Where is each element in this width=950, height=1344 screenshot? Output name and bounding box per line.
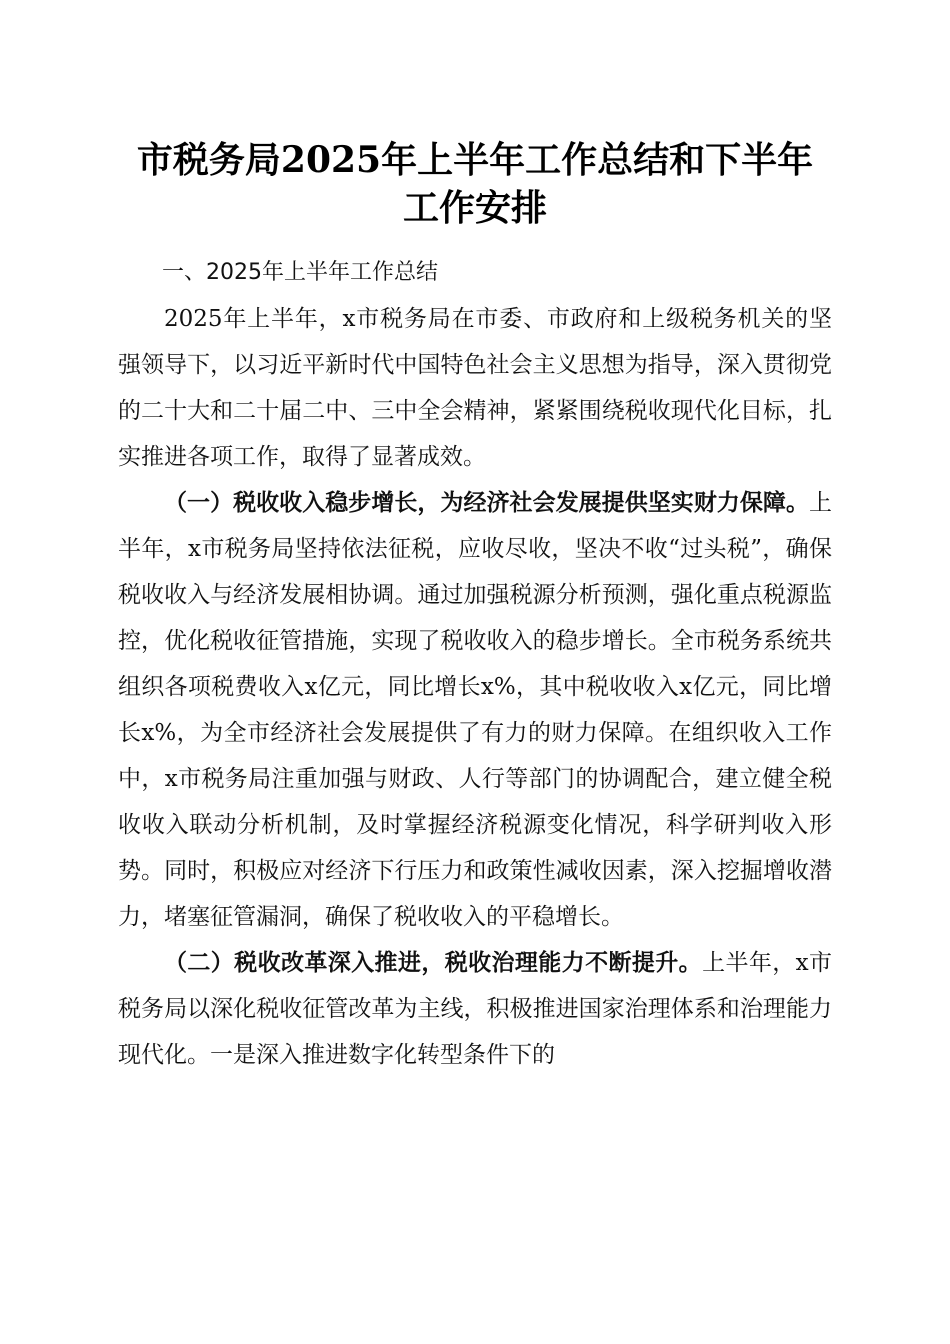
- item2-paragraph: [118, 940, 832, 1078]
- document-body: [118, 250, 832, 1078]
- item2-lead: （二）税收改革深入推进，税收治理能力不断提升。: [164, 949, 703, 976]
- item1-body: 上半年，x市税务局坚持依法征税，应收尽收，坚决不收“过头税”，确保税收收入与经济发展相协调。通过加强税源分析预测，强化重点税源监控，优化税收征管措施，实现了税收收入的稳步增长。全市税务系统共组织各项税费收入x亿元，同比增长x%，其中税收收入x亿元，同比增长x%，为全市经济社会发展提供了有力的财力保障。在组织收入工作中，x市税务局注重加强与财政、人行等部门的协调配合，建立健全税收收入联动分析机制，及时掌握经济税源变化情况，科学研判收入形势。同时，积极应对经济下行压力和政策性减收因素，深入挖掘增收潜力，堵塞征管漏洞，确保了税收收入的平稳增长。: [118, 490, 832, 930]
- intro-paragraph: 2025年上半年，x市税务局在市委、市政府和上级税务机关的坚强领导下，以习近平新时代中国特色社会主义思想为指导，深入贯彻党的二十大和二十届二中、三中全会精神，紧紧围绕税收现代化目标，扎实推进各项工作，取得了显著成效。: [118, 306, 832, 470]
- document-title: 市税务局2025年上半年工作总结和下半年工作安排: [136, 139, 814, 229]
- item2-body: 上半年，x市税务局以深化税收征管改革为主线，积极推进国家治理体系和治理能力现代化。一是深入推进数字化转型条件下的: [118, 950, 833, 1068]
- item1-lead: （一）税收收入稳步增长，为经济社会发展提供坚实财力保障。: [164, 489, 809, 516]
- section-heading: 一、2025年上半年工作总结: [162, 260, 438, 285]
- item1-paragraph: [118, 480, 832, 940]
